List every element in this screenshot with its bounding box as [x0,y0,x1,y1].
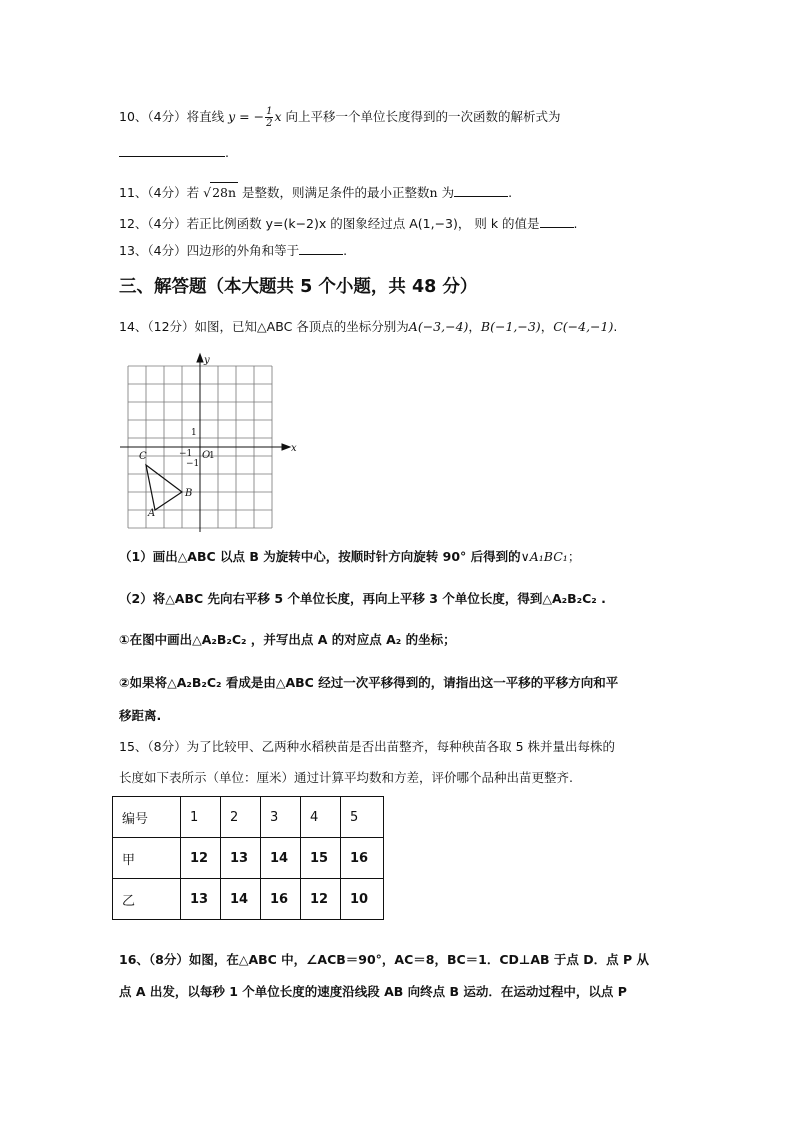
question-13: 13、（4分）四边形的外角和等于 . [119,243,348,258]
answer-blank[interactable] [454,183,508,197]
q14-part-2: （2）将△ABC 先向右平移 5 个单位长度，再向上平移 3 个单位长度，得到△A₂B₂C₂ . [119,591,606,606]
question-14: 14、（12分）如图，已知△ABC 各顶点的坐标分别为A(−3,−4)，B(−1,−3)，C(−4,−1). [119,319,618,334]
tick-x-neg1: −1 [179,449,193,459]
q14-part-1: （1）画出△ABC 以点 B 为旋转中心，按顺时针方向旋转 90° 后得到的∨A₁BC₁； [119,549,581,564]
tick-y-1: 1 [191,428,197,438]
y-axis-label: y [204,355,210,366]
seedling-length-table [112,796,384,920]
question-15-line-1: 15、（8分）为了比较甲、乙两种水稻秧苗是否出苗整齐，每种秧苗各取 5 株并量出每株的 [119,739,616,754]
table-header-row: 编号 1 2 3 4 5 [113,797,384,838]
fraction: $\frac{1}{2}$ [266,106,273,129]
question-12: 12、（4分）若正比例函数 y=(k−2)x 的图象经过点 A(1,−3)， 则 k 的值是 . [119,216,578,231]
tick-x-1: 1 [209,451,215,461]
answer-blank[interactable] [119,143,225,157]
answer-blank[interactable] [299,241,343,255]
question-16-line-1: 16、（8分）如图，在△ABC 中，∠ACB＝90°，AC＝8，BC＝1．CD⊥AB 于点 D．点 P 从 [119,952,649,967]
q14-sub-1: ①在图中画出△A₂B₂C₂ ，并写出点 A 的对应点 A₂ 的坐标； [119,632,456,647]
x-axis-label: x [291,443,297,454]
q14-sub-2-line-2: 移距离. [119,708,162,723]
sqrt-expression: √28n [203,185,238,200]
question-15-line-2: 长度如下表所示（单位：厘米）通过计算平均数和方差，评价哪个品种出苗更整齐. [119,770,573,785]
answer-blank[interactable] [540,214,574,228]
question-16-line-2: 点 A 出发，以每秒 1 个单位长度的速度沿线段 AB 向终点 B 运动．在运动过程中，以点 P [119,984,627,999]
table-row: 乙 13 14 16 12 10 [113,879,384,920]
coordinate-grid-figure [118,352,298,534]
section-title: 三、解答题（本大题共 5 个小题，共 48 分） [119,277,478,297]
question-10-answer-line: . [119,143,229,163]
q10-equation: y = − $\frac{1}{2}$ x [228,106,282,129]
label-b: B [185,488,193,499]
label-a: A [148,508,156,519]
origin-label: O [202,450,211,461]
table-row: 甲 12 13 14 15 16 [113,838,384,879]
question-10: 10、（4分）将直线 y = − $\frac{1}{2}$ x 向上平移一个单位长度得到的一次函数的解析式为 [119,106,561,129]
question-11: 11、（4分）若 √28n 是整数，则满足条件的最小正整数n 为 . [119,182,512,203]
q14-sub-2-line-1: ②如果将△A₂B₂C₂ 看成是由△ABC 经过一次平移得到的，请指出这一平移的平移方向和平 [119,675,619,690]
label-c: C [139,451,147,462]
tick-y-neg1: −1 [186,459,200,469]
